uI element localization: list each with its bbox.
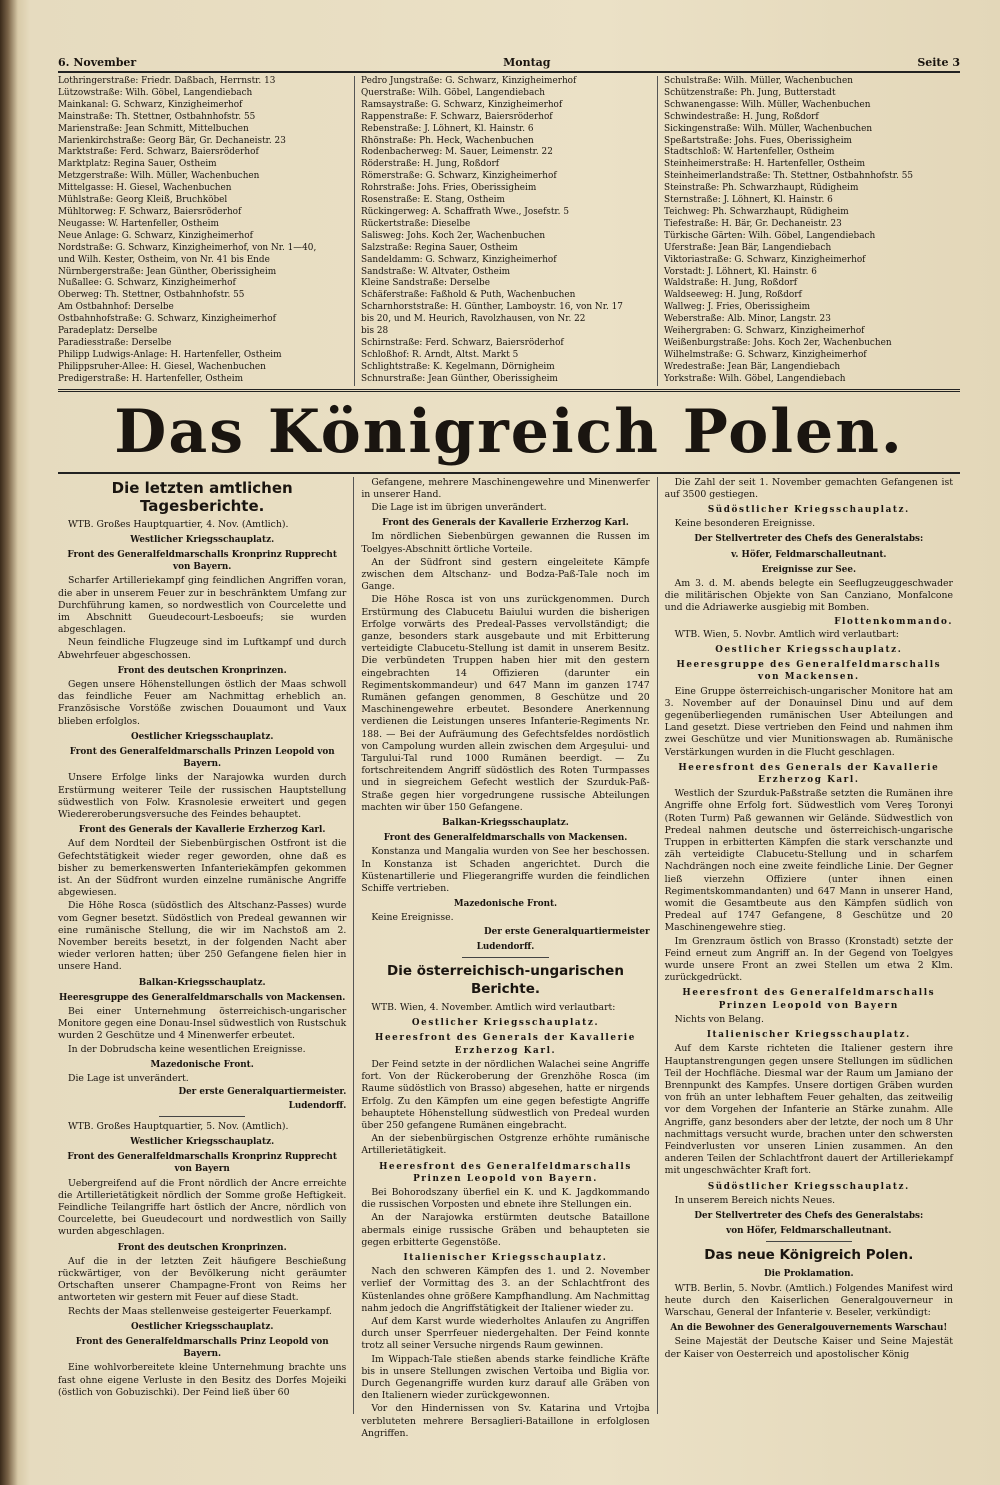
- divider: [766, 1241, 852, 1242]
- directory-entry: Weihergraben: G. Schwarz, Kinzigheimerhof: [664, 326, 865, 337]
- directory-entry: Teichweg: Ph. Schwarzhaupt, Rüdigheim: [664, 206, 849, 217]
- section-heading: Italienischer Kriegsschauplatz.: [403, 1252, 608, 1263]
- directory-entry: Steinheimerlandstraße: Th. Stettner, Ostbahnhofstr. 55: [664, 171, 913, 182]
- directory-entry: Steinstraße: Ph. Schwarzhaupt, Rüdigheim: [664, 183, 859, 194]
- section-heading: Oestlicher Kriegsschauplatz.: [130, 731, 274, 742]
- directory-entry: Rebenstraße: J. Löhnert, Kl. Hainstr. 6: [361, 123, 534, 134]
- directory-entry: Neugasse: W. Hartenfeller, Ostheim: [58, 218, 219, 229]
- section-heading: Front des deutschen Kronprinzen.: [117, 1242, 287, 1253]
- directory-entry: Rückertstraße: Dieselbe: [361, 218, 471, 229]
- divider: [159, 1116, 245, 1117]
- signature: Ludendorff.: [288, 1100, 347, 1111]
- directory-entry: bis 28: [361, 326, 389, 337]
- directory-entry: Mainstraße: Th. Stettner, Ostbahnhofstr. 55: [58, 111, 256, 122]
- section-heading: Heeresfront des Generalfeldmarschalls Prinzen Leopold von Bayern: [682, 988, 936, 1011]
- directory-entry: Lützowstraße: Wilh. Göbel, Langendiebach: [58, 87, 253, 98]
- paragraph: Gefangene, mehrere Maschinengewehre und Minenwerfer in unserer Hand.: [361, 476, 650, 500]
- directory-entry: Marktstraße: Ferd. Schwarz, Baiersröderhof: [58, 147, 259, 158]
- directory-entry: Ramsaystraße: G. Schwarz, Kinzigheimerhof: [361, 99, 563, 110]
- section-heading: Balkan-Kriegsschauplatz.: [442, 818, 569, 829]
- section-heading: Westlicher Kriegsschauplatz.: [130, 534, 275, 545]
- paragraph: Auf die in der letzten Zeit häufigere Beschießung rückwärtiger, von der Bevölkerung nicht geräumter Ortschaften unserer Champagne-Front von Reims her antworteten wir gestern mit Feuer auf diese Stadt.: [58, 1255, 347, 1304]
- directory-entry: Salisweg: Johs. Koch 2er, Wachenbuchen: [361, 230, 546, 241]
- directory-entry: Sickingenstraße: Wilh. Müller, Wachenbuchen: [664, 123, 873, 134]
- directory-entry: Mainkanal: G. Schwarz, Kinzigheimerhof: [58, 99, 243, 110]
- directory-entry: Waldseeweg: H. Jung, Roßdorf: [664, 290, 802, 301]
- directory-entry: Schirnstraße: Ferd. Schwarz, Baiersröderhof: [361, 337, 564, 348]
- page-header: [58, 56, 960, 73]
- dispatch-lead: WTB. Wien, 5. Novbr. Amtlich wird verlautbart:: [674, 628, 899, 640]
- directory-entry: Sternstraße: J. Löhnert, Kl. Hainstr. 6: [664, 195, 833, 206]
- section-heading: Oestlicher Kriegsschauplatz.: [411, 1018, 600, 1029]
- section-heading: Front des Generalfeldmarschalls Prinzen Leopold von Bayern.: [69, 747, 335, 770]
- directory-entry: Steinheimerstraße: H. Hartenfeller, Ostheim: [664, 159, 865, 170]
- directory-entry: Rhönstraße: Ph. Heck, Wachenbuchen: [361, 135, 534, 146]
- directory-entry: und Wilh. Kester, Ostheim, von Nr. 41 bis Ende: [58, 254, 270, 265]
- section-heading: An die Bewohner des Generalgouvernements Warschau!: [670, 1323, 948, 1334]
- directory-entry: Wilhelmstraße: G. Schwarz, Kinzigheimerhof: [664, 349, 867, 360]
- street-directory: [58, 76, 960, 386]
- paragraph: Keine Ereignisse.: [371, 912, 454, 924]
- directory-entry: Schulstraße: Wilh. Müller, Wachenbuchen: [664, 76, 853, 86]
- paragraph: Unsere Erfolge links der Narajowka wurden durch Erstürmung weiterer Teile der russischen Hauptstellung südwestlich von Folw. Krasnolesie erweitert und gegen Wiedereroberungsversuche des Feindes behauptet.: [58, 772, 347, 821]
- directory-entry: Nußallee: G. Schwarz, Kinzigheimerhof: [58, 278, 236, 289]
- signature: Der erste Generalquartiermeister: [484, 926, 650, 937]
- directory-entry: Wredestraße: Jean Bär, Langendiebach: [664, 361, 841, 372]
- directory-entry: Yorkstraße: Wilh. Göbel, Langendiebach: [664, 373, 846, 384]
- directory-entry: Nordstraße: G. Schwarz, Kinzigheimerhof, von Nr. 1—40,: [58, 242, 317, 253]
- section-heading: Front des Generals der Kavallerie Erzherzog Karl.: [382, 518, 629, 529]
- paragraph: In unserem Bereich nichts Neues.: [674, 1194, 836, 1206]
- directory-entry: Speßartstraße: Johs. Fues, Oberissigheim: [664, 135, 852, 146]
- directory-entry: Querstraße: Wilh. Göbel, Langendiebach: [361, 87, 545, 98]
- paragraph: Im Grenzraum östlich von Brasso (Kronstadt) setzte der Feind erneut zum Angriff an. In der Gegend von Toelgyes wurde unsere Front an zwei Stellen um etwa 2 Klm. zurückgedrückt.: [664, 935, 953, 984]
- directory-entry: Schlightstraße: K. Kegelmann, Dörnigheim: [361, 361, 555, 372]
- paragraph: Der Feind setzte in der nördlichen Walachei seine Angriffe fort. Von der Rückeroberung der Grenzhöhe Rosca (im Raume südöstlich von Brasso) abgesehen, hatte er nirgends Erfolg. Zu den Kämpfen um eine gegen befestigte Angriffe behauptete Höhenstellung südwestlich von Predeal wurden über 250 gefangene Rumänen eingebracht.: [361, 1058, 650, 1131]
- section-heading: Balkan-Kriegsschauplatz.: [138, 977, 266, 988]
- directory-entry: Rohrstraße: Johs. Fries, Oberissigheim: [361, 183, 537, 194]
- section-heading: Oestlicher Kriegsschauplatz.: [715, 645, 903, 655]
- section-heading: Mazedonische Front.: [453, 899, 558, 910]
- divider: [462, 957, 548, 958]
- directory-entry: Stadtschloß: W. Hartenfeller, Ostheim: [664, 147, 835, 158]
- section-heading: Front des Generalfeldmarschalls Kronprinz Rupprecht von Bayern.: [67, 549, 337, 573]
- paragraph: Keine besonderen Ereignisse.: [674, 518, 816, 530]
- paragraph: Auf dem Karst wurde wiederholtes Anlaufen zu Angriffen durch unser Sperrfeuer niedergehalten. Der Feind konnte trotz all seiner Versuche nirgends Raum gewinnen.: [361, 1315, 650, 1352]
- directory-entry: Weberstraße: Alb. Minor, Langstr. 23: [664, 314, 831, 325]
- section-heading: Front des Generalfeldmarschalls von Mackensen.: [383, 833, 628, 844]
- paragraph: Auf dem Karste richteten die Italiener gestern ihre Hauptanstrengungen gegen unsere Stellungen im südlichen Teil der Hochfläche. Diesmal war der Raum um Jamiano der Brennpunkt des Kampfes. Unsere dortigen Gräben wurden von früh an unter lebhaftem Feuer gehalten, das zeitweilig vor dem Vorgehen der Infanterie an Stärke zunahm. Alle Angriffe, ganz besonders aber der letzte, der noch um 8 Uhr nachmittags versucht wurde, brachen unter den schwersten Feindverlusten vor unseren Linien zusammen. An den anderen Teilen der Schlachtfront dauert der Artilleriekampf mit ungeschwächter Kraft fort.: [664, 1043, 953, 1177]
- directory-entry: Weißenburgstraße: Johs. Koch 2er, Wachenbuchen: [664, 337, 892, 348]
- section-heading: Die Proklamation.: [764, 1269, 854, 1280]
- directory-entry: Wallweg: J. Fries, Oberissigheim: [664, 302, 810, 313]
- directory-entry: Salzstraße: Regina Sauer, Ostheim: [361, 242, 518, 253]
- section-heading: Oestlicher Kriegsschauplatz.: [130, 1321, 274, 1332]
- section-heading: Front des Generalfeldmarschalls Kronprinz Rupprecht von Bayern: [67, 1152, 337, 1175]
- paragraph: Gegen unsere Höhenstellungen östlich der Maas schwoll das feindliche Feuer am Nachmittag erheblich an. Französische Vorstöße zwischen Douaumont und Vaux blieben erfolglos.: [58, 679, 347, 727]
- article-column-1: [58, 477, 353, 1414]
- directory-entry: Schäferstraße: Faßhold & Puth, Wachenbuchen: [361, 290, 576, 301]
- directory-column-2: [354, 76, 657, 386]
- directory-entry: Scharnhorststraße: H. Günther, Lamboystr. 16, von Nr. 17: [361, 302, 623, 313]
- directory-entry: Mühlstraße: Georg Kleiß, Bruchköbel: [58, 195, 228, 206]
- header-date: 6. November: [58, 56, 137, 69]
- directory-entry: Schwindestraße: H. Jung, Roßdorf: [664, 111, 819, 122]
- section-heading: Front des deutschen Kronprinzen.: [117, 665, 287, 676]
- directory-entry: Viktoriastraße: G. Schwarz, Kinzigheimerhof: [664, 254, 866, 265]
- directory-entry: Neue Anlage: G. Schwarz, Kinzigheimerhof: [58, 230, 253, 241]
- section-heading: Italienischer Kriegsschauplatz.: [706, 1030, 911, 1041]
- paragraph: Uebergreifend auf die Front nördlich der Ancre erreichte die Artillerietätigkeit nördlich der Somme große Heftigkeit. Feindliche Teilangriffe hart östlich der Ancre, nördlich von Courcelette, bei Gueudecourt und nordwestlich von Sailly wurden abgeschlagen.: [58, 1177, 347, 1238]
- article-column-3: [657, 477, 960, 1414]
- directory-entry: Schützenstraße: Ph. Jung, Butterstadt: [664, 87, 836, 98]
- directory-entry: Türkische Gärten: Wilh. Göbel, Langendiebach: [664, 230, 876, 241]
- directory-entry: Philipp Ludwigs-Anlage: H. Hartenfeller, Ostheim: [58, 349, 282, 360]
- section-heading: Mazedonische Front.: [150, 1059, 254, 1070]
- directory-entry: Mühltorweg: F. Schwarz, Baiersröderhof: [58, 206, 242, 217]
- directory-entry: Am Ostbahnhof: Derselbe: [58, 302, 174, 313]
- directory-column-1: [58, 76, 354, 386]
- directory-entry: Tiefestraße: H. Bär, Gr. Dechaneistr. 23: [664, 218, 842, 229]
- signature: Ludendorff.: [476, 941, 535, 952]
- paragraph: Die Höhe Rosca (südöstlich des Altschanz-Passes) wurde vom Gegner besetzt. Südöstlich von Predeal gewannen wir eine rumänische Stellung, die wir im Nachstoß am 2. November bereits besetzt, in der folgenden Nacht aber wieder verloren hatten; über 250 Gefangene fielen hier in unsere Hand.: [58, 900, 347, 973]
- directory-entry: Rückingerweg: A. Schaffrath Wwe., Josefstr. 5: [361, 206, 569, 217]
- directory-entry: Nürnbergerstraße: Jean Günther, Oberissigheim: [58, 266, 277, 277]
- directory-entry: Rosenstraße: E. Stang, Ostheim: [361, 195, 505, 206]
- directory-entry: Metzgerstraße: Wilh. Müller, Wachenbuchen: [58, 171, 260, 182]
- paragraph: Die Lage ist unverändert.: [68, 1073, 189, 1085]
- column-3-title: Das neue Königreich Polen.: [704, 1247, 914, 1264]
- directory-entry: Marienstraße: Jean Schmitt, Mittelbuchen: [58, 123, 249, 134]
- paragraph: Am 3. d. M. abends belegte ein Seeflugzeuggeschwader die militärischen Objekte von San Canziano, Monfalcone und die Adriawerke ausgiebig mit Bomben.: [664, 577, 953, 614]
- section-heading: Südöstlicher Kriegsschauplatz.: [707, 1181, 910, 1192]
- paragraph: Westlich der Szurduk-Paßstraße setzten die Rumänen ihre Angriffe ohne Erfolg fort. Südwestlich vom Vereş Toronyi (Roten Turm) Paß gewannen wir Gelände. Südwestlich von Predeal nahmen deutsche und österreichisch-ungarische Truppen in erbitterten Kämpfen die stark verschanzte und zäh verteidigte Clabucetu-Stellung und in scharfem Nachdrängen noch eine zweite feindliche Linie. Der Gegner ließ vierzehn Offiziere (unter ihnen einen Regimentskommandanten) und 647 Mann in unserer Hand, womit die Gesamtbeute aus den Kämpfen südlich von Predeal auf 1747 Gefangene, 8 Geschütze und 20 Maschinengewehre stieg.: [664, 788, 953, 934]
- paragraph: Neun feindliche Flugzeuge sind im Luftkampf und durch Abwehrfeuer abgeschossen.: [58, 637, 347, 661]
- paragraph: Konstanza und Mangalia wurden von See her beschossen. In Konstanza ist Schaden angerichtet. Durch die Küstenartillerie und Fliegerangriffe wurden die feindlichen Schiffe vertrieben.: [361, 846, 650, 895]
- paragraph: Die Höhe Rosca ist von uns zurückgenommen. Durch Erstürmung des Clabucetu Baiului wurden die bisherigen Erfolge vorwärts des Predeal-Passes vervollständigt; die ganze, besonders stark ausgebaute und mit Erbitterung verteidigte Clabucetu-Stellung ist damit in unserem Besitz. Die verbündeten Truppen haben hier mit den gestern eingebrachten 14 Offizieren (darunter ein Regimentskommandeur) und 647 Mann im ganzen 1747 Rumänen gefangen genommen, 8 Geschütze und 20 Maschinengewehre erbeutet. Besondere Anerkennung verdienen die Leistungen unseres Infanterie-Regiments Nr. 188. — Bei der Aufräumung des Gefechtsfeldes nordöstlich von Campolung wurden allein zwischen dem Argeşului- und Targului-Tal rund 1000 Rumänen beerdigt. — Zu fortschreitendem Angriff südöstlich des Roten Turmpasses und in siegreichem Gefecht westlich der Szurduk-Paß-Straße gegen hier vorgedrungene russische Abteilungen machten wir über 150 Gefangene.: [361, 594, 650, 813]
- paragraph: Scharfer Artilleriekampf ging feindlichen Angriffen voran, die aber in unserem Feuer zur in beschränktem Umfang zur Durchführung kamen, so nordwestlich von Courcelette und im Abschnitt Gueudecourt-Lesboeufs; sie wurden abgeschlagen.: [58, 575, 347, 636]
- section-heading: Heeresgruppe des Generalfeldmarschalls von Mackensen.: [676, 660, 942, 683]
- directory-entry: Lothringerstraße: Friedr. Daßbach, Herrnstr. 13: [58, 76, 276, 86]
- paragraph: Auf dem Nordteil der Siebenbürgischen Ostfront ist die Gefechtstätigkeit wieder reger geworden, ohne daß es bisher zu bemerkenswerten Infanteriekämpfen gekommen ist. An der Südfront wurden einzelne rumänische Angriffe abgewiesen.: [58, 838, 347, 899]
- section-heading: Front des Generalfeldmarschalls Prinz Leopold von Bayern.: [75, 1336, 329, 1360]
- directory-entry: Ostbahnhofstraße: G. Schwarz, Kinzigheimerhof: [58, 314, 276, 325]
- header-day: Montag: [503, 56, 551, 69]
- paragraph: Nichts von Belang.: [674, 1013, 764, 1025]
- dispatch-lead: WTB. Wien, 4. November. Amtlich wird verlautbart:: [371, 1002, 616, 1014]
- directory-entry: Pedro Jungstraße: G. Schwarz, Kinzigheimerhof: [361, 76, 577, 86]
- directory-entry: Philippsruher-Allee: H. Giesel, Wachenbuchen: [58, 361, 266, 372]
- paragraph: WTB. Berlin, 5. Novbr. (Amtlich.) Folgendes Manifest wird heute durch den Kaiserlichen Generalgouverneur in Warschau, General der Infanterie v. Beseler, verkündigt:: [664, 1282, 953, 1318]
- paragraph: Eine wohlvorbereitete kleine Unternehmung brachte uns fast ohne eigene Verluste in den Besitz des Dorfes Mojeiki (östlich von Gobuzischki). Der Feind ließ über 60: [58, 1362, 347, 1398]
- article-columns: [58, 476, 960, 1439]
- directory-entry: Mittelgasse: H. Giesel, Wachenbuchen: [58, 183, 232, 194]
- directory-entry: Predigerstraße: H. Hartenfeller, Ostheim: [58, 373, 243, 384]
- paragraph: Im Wippach-Tale stießen abends starke feindliche Kräfte bis in unsere Stellungen zwischen Vertoiba und Biglia vor. Durch Gegenangriffe wurden kurz darauf alle Gräben von den Italienern wieder zurückgewonnen.: [361, 1353, 650, 1402]
- signature: Flottenkommando.: [834, 616, 953, 627]
- paragraph: Eine Gruppe österreichisch-ungarischer Monitore hat am 3. November auf der Donauinsel Dinu und auf dem gegenüberliegenden rumänischen User Abteilungen and Land gesetzt. Diese vertrieben den Feind und nahmen ihm zwei Geschütze und vier Munitionswagen ab. Rumänische Verstärkungen wurden in die Flucht geschlagen.: [664, 685, 953, 758]
- directory-column-3: [657, 76, 960, 386]
- paragraph: An der Südfront sind gestern eingeleitete Kämpfe zwischen dem Altschanz- und Bodza-Paß-Tale noch im Gange.: [361, 556, 650, 593]
- paragraph: Bei einer Unternehmung österreichisch-ungarischer Monitore gegen eine Donau-Insel südwestlich von Rustschuk wurden 2 Geschütze und 4 Minenwerfer erbeutet.: [58, 1006, 347, 1042]
- directory-entry: Vorstadt: J. Löhnert, Kl. Hainstr. 6: [664, 266, 817, 277]
- paragraph: Im nördlichen Siebenbürgen gewannen die Russen im Toelgyes-Abschnitt örtliche Vorteile.: [361, 531, 650, 555]
- section-heading: Heeresfront des Generals der Kavallerie Erzherzog Karl.: [375, 1033, 636, 1056]
- section-heading: Heeresfront des Generals der Kavallerie Erzherzog Karl.: [678, 762, 940, 786]
- dispatch-lead: WTB. Großes Hauptquartier, 4. Nov. (Amtlich).: [68, 518, 289, 530]
- article-column-2: [353, 476, 656, 1439]
- signature: v. Höfer, Feldmarschalleutnant.: [731, 549, 887, 560]
- directory-entry: Sandstraße: W. Altvater, Ostheim: [361, 266, 511, 277]
- paragraph: In der Dobrudscha keine wesentlichen Ereignisse.: [68, 1043, 306, 1055]
- section-heading: Front des Generals der Kavallerie Erzherzog Karl.: [78, 825, 326, 836]
- directory-entry: Schwanengasse: Wilh. Müller, Wachenbuchen: [664, 99, 871, 110]
- section-heading: Südöstlicher Kriegsschauplatz.: [707, 504, 910, 515]
- paragraph: An der siebenbürgischen Ostgrenze erhöhte rumänische Artillerietätigkeit.: [361, 1133, 650, 1157]
- directory-entry: Röderstraße: H. Jung, Roßdorf: [361, 159, 500, 170]
- paragraph: Nach den schweren Kämpfen des 1. und 2. November verlief der Vormittag des 3. an der Schlachtfront des Küstenlandes ohne größere Kampfhandlung. Am Nachmittag nahm jedoch die Angriffstätigkeit der Italiener wieder zu.: [361, 1266, 650, 1314]
- signature: Der Stellvertreter des Chefs des Generalstabs:: [694, 534, 924, 545]
- paragraph: An der Narajowka erstürmten deutsche Bataillone abermals einige russische Gräben und behaupteten sie gegen erbitterte Gegenstöße.: [361, 1212, 650, 1248]
- directory-entry: Römerstraße: G. Schwarz, Kinzigheimerhof: [361, 171, 557, 182]
- masthead: Das Königreich Polen.: [58, 392, 960, 474]
- section-heading: Westlicher Kriegsschauplatz.: [130, 1136, 275, 1147]
- signature: von Höfer, Feldmarschalleutnant.: [726, 1226, 892, 1237]
- column-2-title: Die österreichisch-ungarischen Berichte.: [387, 963, 624, 998]
- header-page-number: Seite 3: [917, 56, 960, 69]
- directory-entry: Schnurstraße: Jean Günther, Oberissigheim: [361, 373, 558, 384]
- section-heading: Ereignisse zur See.: [761, 564, 857, 575]
- directory-entry: Kleine Sandstraße: Derselbe: [361, 278, 490, 289]
- signature: Der erste Generalquartiermeister.: [178, 1087, 347, 1098]
- directory-entry: Rappenstraße: F. Schwarz, Baiersröderhof: [361, 111, 553, 122]
- directory-entry: Marienkirchstraße: Georg Bär, Gr. Dechaneistr. 23: [58, 135, 286, 146]
- paragraph: Rechts der Maas stellenweise gesteigerter Feuerkampf.: [68, 1305, 332, 1317]
- section-heading: Heeresgruppe des Generalfeldmarschalls von Mackensen.: [59, 992, 346, 1003]
- directory-entry: Paradeplatz: Derselbe: [58, 326, 158, 337]
- directory-entry: Paradiesstraße: Derselbe: [58, 337, 172, 348]
- paragraph: Vor den Hindernissen von Sv. Katarina und Vrtojba verbluteten mehrere Bersaglieri-Bataillone in erfolglosen Angriffen.: [361, 1403, 650, 1439]
- directory-entry: Oberweg: Th. Stettner, Ostbahnhofstr. 55: [58, 290, 245, 301]
- dispatch-lead: WTB. Großes Hauptquartier, 5. Nov. (Amtlich).: [68, 1120, 289, 1132]
- paragraph: Bei Bohorodszany überfiel ein K. und K. Jagdkommando die russischen Vorposten und ebnete ihre Stellungen ein.: [361, 1186, 650, 1211]
- directory-entry: bis 20, und M. Heurich, Ravolzhausen, von Nr. 22: [361, 314, 586, 325]
- directory-entry: Schloßhof: R. Arndt, Altst. Markt 5: [361, 349, 519, 360]
- directory-entry: Marktplatz: Regina Sauer, Ostheim: [58, 159, 217, 170]
- signature: Der Stellvertreter des Chefs des Generalstabs:: [694, 1210, 924, 1221]
- paragraph: Seine Majestät der Deutsche Kaiser und Seine Majestät der Kaiser von Oesterreich und apostolischer König: [664, 1336, 953, 1360]
- paragraph: Die Zahl der seit 1. November gemachten Gefangenen ist auf 3500 gestiegen.: [664, 476, 953, 500]
- paragraph: Die Lage ist im übrigen unverändert.: [371, 501, 547, 513]
- directory-entry: Uferstraße: Jean Bär, Langendiebach: [664, 242, 832, 253]
- directory-entry: Sandeldamm: G. Schwarz, Kinzigheimerhof: [361, 254, 557, 265]
- section-heading: Heeresfront des Generalfeldmarschalls Prinzen Leopold von Bayern.: [379, 1161, 632, 1184]
- column-1-title: Die letzten amtlichen Tagesberichte.: [111, 478, 293, 515]
- directory-entry: Rodenbacherweg: M. Sauer, Leimenstr. 22: [361, 147, 553, 158]
- directory-entry: Waldstraße: H. Jung, Roßdorf: [664, 278, 798, 289]
